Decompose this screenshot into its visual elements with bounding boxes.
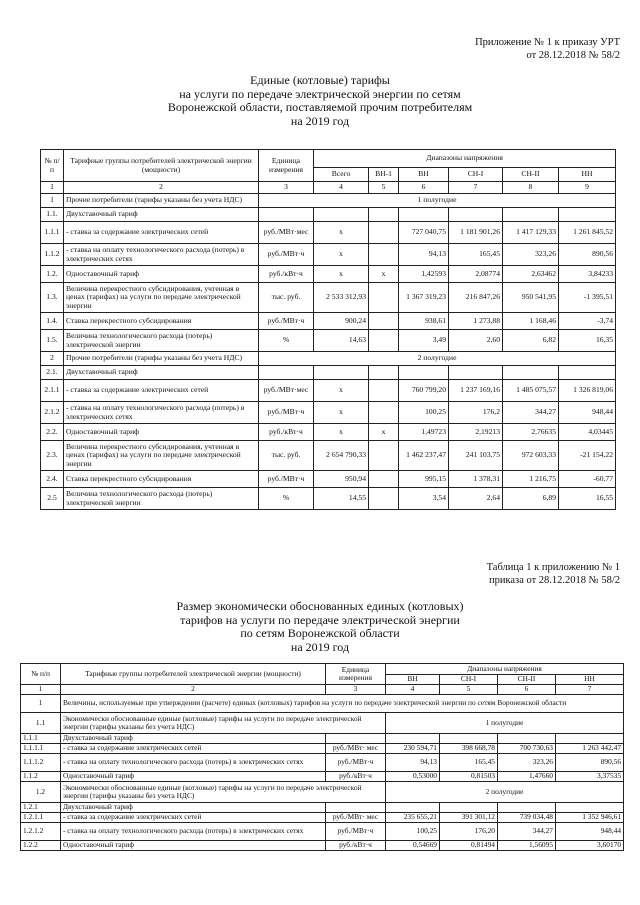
value-vn: 94,13 [399,244,449,266]
value-vn: 995,15 [399,471,449,488]
empty-cell [369,366,399,380]
col-number: 8 [503,182,559,194]
row-group-name: Двухставочный тариф [61,803,326,813]
row-number: 1.1 [21,713,61,734]
value-nn: 948,44 [559,402,616,424]
row-number: 2.4. [41,471,64,488]
title2-line2: тарифов на услуги по передаче электрической энергии [180,612,460,627]
value-sn2: 1 417 129,33 [503,222,559,244]
row-number: 2 [41,352,64,366]
value-total: x [314,244,369,266]
col-number: 6 [399,182,449,194]
value-vn: 760 799,20 [399,380,449,402]
table-row [21,713,624,734]
table-row [21,803,624,813]
row-number: 1.2.1.2 [21,823,61,841]
title1-line1: Единые (котловые) тарифы [250,73,390,87]
value-sn1: 1 378,31 [449,471,503,488]
row-group-name: Двухставочный тариф [64,366,259,380]
table-row [21,813,624,823]
value-vn: 230 594,71 [386,744,440,754]
col-num-header: № п/п [21,664,61,685]
empty-cell [449,366,503,380]
col-number: 3 [259,182,314,194]
empty-cell [559,208,616,222]
value-nn: 890,56 [556,754,624,772]
col-unit-header: Единица измерения [259,150,314,182]
value-sn2: 344,27 [503,402,559,424]
value-total: 14,55 [314,488,369,510]
table-row [21,782,624,803]
empty-cell [440,734,498,744]
value-sn2: 323,26 [498,754,556,772]
appendix-header-line1: Приложение № 1 к приказу УРТ [475,37,620,48]
value-nn: 16,35 [559,330,616,352]
row-unit: тыс. руб. [259,283,314,313]
value-vn1 [369,244,399,266]
value-total: x [314,222,369,244]
col-unit-header: Единица измерения [326,664,386,685]
row-group-name: Экономически обоснованные единые (котловые) тарифы на услуги по передаче электрической энергии (тарифы указаны без учета НДС) [61,713,386,734]
table-row [41,208,616,222]
value-vn: 235 655,21 [386,813,440,823]
empty-cell [314,366,369,380]
row-number: 2.2. [41,424,64,441]
value-nn: -3,74 [559,313,616,330]
row-group-name: Величины, используемые при утверждении (расчете) единых (котловых) тарифов на услуги по передаче электрической энергии по сетям Воронежской области [61,695,624,713]
col-vn-header: ВН [399,168,449,182]
row-group-name: Одноставочный тариф [61,772,326,782]
row-unit: руб./МВт·мес [259,222,314,244]
value-nn: 3,84233 [559,266,616,283]
empty-cell [386,803,440,813]
table-row [21,823,624,841]
value-sn1: 0,81503 [440,772,498,782]
row-group-name: Прочие потребители (тарифы указаны без учета НДС) [64,194,259,208]
row-unit: руб./кВт·ч [326,772,386,782]
row-unit: руб./МВт·ч [326,754,386,772]
col-group-header: Тарифные группы потребителей электрической энергии (мощности) [64,150,259,182]
row-unit: % [259,488,314,510]
value-sn1: 0,81494 [440,841,498,851]
col-nn-header: НН [559,168,616,182]
appendix-header-line2: от 28.12.2018 № 58/2 [526,50,620,61]
table-row [41,330,616,352]
value-nn: 948,44 [556,823,624,841]
value-sn1: 241 103,75 [449,441,503,471]
value-vn: 3,49 [399,330,449,352]
value-vn: 1 367 319,23 [399,283,449,313]
row-group-name: Двухставочный тариф [64,208,259,222]
tariff-table-1 [40,149,616,510]
row-group-name: Величина технологического расхода (потерь) электрической энергии [64,488,259,510]
col-number: 5 [369,182,399,194]
col-number: 3 [326,685,386,695]
col-number: 5 [440,685,498,695]
period-label: 1 полугодие [386,713,624,734]
value-sn2: 6,89 [503,488,559,510]
value-vn1 [369,283,399,313]
value-sn1: 176,2 [449,402,503,424]
table-reference-line2: приказа от 28.12.2018 № 58/2 [488,575,620,586]
value-vn: 100,25 [386,823,440,841]
row-group-name: - ставка за содержание электрических сетей [64,380,259,402]
col-total-header: Всего [314,168,369,182]
row-unit: руб./МВт·ч [259,402,314,424]
row-unit: руб./МВт· мес [326,744,386,754]
row-number: 1.2.1.1 [21,813,61,823]
row-group-name: Ставка перекрестного субсидирования [64,313,259,330]
empty-cell [314,208,369,222]
row-number: 1.2. [41,266,64,283]
row-number: 2.1.2 [41,402,64,424]
value-vn: 0,54669 [386,841,440,851]
value-sn2: 1,56095 [498,841,556,851]
empty-cell [386,734,440,744]
row-number: 2.1.1 [41,380,64,402]
value-nn: 16,55 [559,488,616,510]
row-number: 1 [41,194,64,208]
table-row [41,244,616,266]
row-unit: руб./МВт· мес [326,813,386,823]
value-sn2: 1 216,75 [503,471,559,488]
col-number: 2 [61,685,326,695]
value-sn1: 2,64 [449,488,503,510]
row-group-name: Величина перекрестного субсидирования, учтенная в ценах (тарифах) на услуги по передаче электрической энергии [64,441,259,471]
value-sn1: 398 668,78 [440,744,498,754]
value-vn: 94,13 [386,754,440,772]
table-row [21,841,624,851]
table-row [21,754,624,772]
col-number: 4 [314,182,369,194]
value-vn: 100,25 [399,402,449,424]
value-sn2: 2,63462 [503,266,559,283]
value-nn: 1 263 442,47 [556,744,624,754]
table-row [41,194,616,208]
value-vn: 938,61 [399,313,449,330]
table-row [21,695,624,713]
table-row [41,380,616,402]
value-vn: 1 462 237,47 [399,441,449,471]
table-row [21,772,624,782]
row-group-name: - ставка за содержание электрических сетей [64,222,259,244]
table-row [41,441,616,471]
col-sn2-header: СН-II [503,168,559,182]
col-number: 4 [386,685,440,695]
row-group-name: Одноставочный тариф [64,266,259,283]
table-row [41,402,616,424]
value-vn: 1,49723 [399,424,449,441]
document-title-2 [0,600,640,654]
col-num-header: № п/п [41,150,64,182]
table-row [41,222,616,244]
row-group-name: Ставка перекрестного субсидирования [64,471,259,488]
col-ranges-header: Диапазоны напряжения [386,664,624,675]
empty-cell [498,734,556,744]
value-sn1: 2,19213 [449,424,503,441]
row-number: 1 [21,695,61,713]
table-row [41,488,616,510]
table-row [41,352,616,366]
row-number: 1.1.2 [41,244,64,266]
row-number: 1.2.1 [21,803,61,813]
row-unit: % [259,330,314,352]
col-number: 1 [41,182,64,194]
value-sn2: 1,47660 [498,772,556,782]
row-number: 1.2.2 [21,841,61,851]
col-sn1-header: СН-I [440,675,498,685]
value-sn2: 700 730,63 [498,744,556,754]
value-vn1: x [369,266,399,283]
col-number: 1 [21,685,61,695]
col-nn-header: НН [556,675,624,685]
value-nn: 4,03445 [559,424,616,441]
row-unit: руб./кВт·ч [326,841,386,851]
value-vn1 [369,441,399,471]
row-number: 2.3. [41,441,64,471]
col-number: 2 [64,182,259,194]
value-sn2: 323,26 [503,244,559,266]
row-group-name: Прочие потребители (тарифы указаны без учета НДС) [64,352,259,366]
title1-line2: на услуги по передаче электрической энергии по сетям [179,86,461,101]
value-vn: 0,53000 [386,772,440,782]
row-unit: тыс. руб. [259,441,314,471]
value-sn2: 1 168,46 [503,313,559,330]
value-sn2: 1 485 075,57 [503,380,559,402]
table-reference-line1: Таблица 1 к приложению № 1 [486,562,620,573]
value-vn1 [369,380,399,402]
row-number: 1.2 [21,782,61,803]
value-total: 900,24 [314,313,369,330]
row-number: 1.1.1.2 [21,754,61,772]
value-vn1 [369,222,399,244]
row-group-name: - ставка на оплату технологического расхода (потерь) в электрических сетях [61,823,326,841]
empty-cell [399,208,449,222]
value-nn: 890,56 [559,244,616,266]
title2-line4: на 2019 год [290,639,350,654]
row-group-name: Величина перекрестного субсидирования, учтенная в ценах (тарифах) на услуги по передаче электрической энергии [64,283,259,313]
value-sn2: 739 034,48 [498,813,556,823]
value-nn: 3,37535 [556,772,624,782]
row-group-name: - ставка за содержание электрических сетей [61,744,326,754]
value-vn1 [369,471,399,488]
empty-cell [399,366,449,380]
row-group-name: Одноставочный тариф [64,424,259,441]
row-unit: руб./МВт·ч [326,823,386,841]
table-row [41,313,616,330]
value-nn: -21 154,22 [559,441,616,471]
value-sn2: 2,76635 [503,424,559,441]
value-nn: 1 352 946,61 [556,813,624,823]
row-number: 1.1.1 [21,734,61,744]
table-row [41,471,616,488]
value-total: x [314,402,369,424]
value-total: x [314,424,369,441]
col-number: 9 [559,182,616,194]
row-number: 2.1. [41,366,64,380]
row-group-name: Экономически обоснованные единые (котловые) тарифы на услуги по передаче электрической энергии (тарифы указаны без учета НДС) [61,782,386,803]
row-number: 1.1.1 [41,222,64,244]
empty-cell [559,366,616,380]
row-unit: руб./кВт·ч [259,424,314,441]
period-label: 1 полугодие [259,194,616,208]
value-total: 2 654 790,33 [314,441,369,471]
value-sn2: 972 603,33 [503,441,559,471]
col-ranges-header: Диапазоны напряжения [314,150,616,168]
row-number: 1.1.1.1 [21,744,61,754]
value-sn1: 1 237 169,16 [449,380,503,402]
table-reference [487,561,620,587]
col-number: 6 [498,685,556,695]
value-total: x [314,380,369,402]
empty-cell [326,803,386,813]
table-row [41,366,616,380]
value-nn: 1 326 819,06 [559,380,616,402]
col-vn1-header: ВН-1 [369,168,399,182]
appendix-header [475,36,620,62]
value-sn2: 6,82 [503,330,559,352]
empty-cell [498,803,556,813]
value-vn: 1,42593 [399,266,449,283]
empty-cell [326,734,386,744]
row-group-name: - ставка на оплату технологического расхода (потерь) в электрических сетях [64,402,259,424]
row-number: 1.1. [41,208,64,222]
row-unit: руб./МВт·ч [259,313,314,330]
empty-cell [449,208,503,222]
value-sn1: 216 847,26 [449,283,503,313]
value-vn1 [369,330,399,352]
value-sn1: 391 301,12 [440,813,498,823]
value-sn2: 950 541,95 [503,283,559,313]
row-number: 2.5 [41,488,64,510]
value-vn: 3,54 [399,488,449,510]
row-group-name: Двухставочный тариф [61,734,326,744]
empty-cell [259,366,314,380]
empty-cell [259,208,314,222]
value-vn1 [369,402,399,424]
col-vn-header: ВН [386,675,440,685]
value-total: 14,63 [314,330,369,352]
value-sn1: 2,08774 [449,266,503,283]
table-row [41,266,616,283]
value-nn: 3,60170 [556,841,624,851]
row-unit: руб./кВт·ч [259,266,314,283]
value-nn: -1 395,51 [559,283,616,313]
row-group-name: Величина технологического расхода (потерь) электрической энергии [64,330,259,352]
value-total: x [314,266,369,283]
value-sn1: 165,45 [449,244,503,266]
column-number-row [41,182,616,194]
title1-line3: Воронежской области, поставляемой прочим потребителям [167,100,473,114]
period-label: 2 полугодие [259,352,616,366]
empty-cell [503,366,559,380]
value-nn: -60,77 [559,471,616,488]
empty-cell [556,803,624,813]
col-group-header: Тарифные группы потребителей электрической энергии (мощности) [61,664,326,685]
table-row [21,744,624,754]
value-vn: 727 040,75 [399,222,449,244]
value-vn1: x [369,424,399,441]
value-sn1: 1 273,88 [449,313,503,330]
column-number-row [21,685,624,695]
col-number: 7 [556,685,624,695]
table-row [41,424,616,441]
row-group-name: - ставка на оплату технологического расхода (потерь) в электрических сетях [64,244,259,266]
value-sn1: 2,60 [449,330,503,352]
row-number: 1.4. [41,313,64,330]
col-sn2-header: СН-II [498,675,556,685]
tariff-table-2 [20,663,624,851]
value-vn1 [369,488,399,510]
row-number: 1.1.2 [21,772,61,782]
document-title-1 [0,74,640,128]
empty-cell [440,803,498,813]
row-unit: руб./МВт·ч [259,471,314,488]
title2-line1: Размер экономически обоснованных единых (котловых) [176,599,464,613]
row-unit: руб./МВт·мес [259,380,314,402]
empty-cell [369,208,399,222]
col-sn1-header: СН-I [449,168,503,182]
table-row [41,283,616,313]
empty-cell [556,734,624,744]
row-unit: руб./МВт·ч [259,244,314,266]
title1-line4: на 2019 год [290,113,350,128]
value-sn1: 176,20 [440,823,498,841]
value-total: 950,94 [314,471,369,488]
value-vn1 [369,313,399,330]
row-group-name: - ставка за содержание электрических сетей [61,813,326,823]
value-sn2: 344,27 [498,823,556,841]
title2-line3: по сетям Воронежской области [240,626,400,640]
row-number: 1.3. [41,283,64,313]
row-number: 1.5. [41,330,64,352]
row-group-name: - ставка на оплату технологического расхода (потерь) в электрических сетях [61,754,326,772]
value-sn1: 1 181 901,26 [449,222,503,244]
col-number: 7 [449,182,503,194]
value-total: 2 533 312,93 [314,283,369,313]
row-group-name: Одноставочный тариф [61,841,326,851]
period-label: 2 полугодие [386,782,624,803]
value-nn: 1 261 845,52 [559,222,616,244]
empty-cell [503,208,559,222]
table-row [21,734,624,744]
value-sn1: 165,45 [440,754,498,772]
